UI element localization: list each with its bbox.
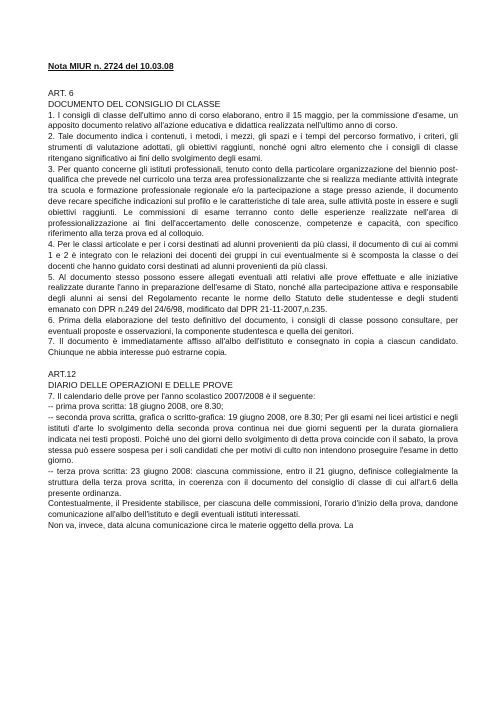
- paragraph: Contestualmente, il Presidente stabilisce, per ciascuna delle commissioni, l'orario d'inizio della prova, dandone comunicazione all'albo dell'istituto e degli eventuali istituti interessati.: [48, 498, 458, 520]
- paragraph: 5. Al documento stesso possono essere allegati eventuali atti relativi alle prove effettuate e alle iniziative realizzate durante l'anno in preparazione dell'esame di Stato, nonché alla partecipazione attiva e responsabile degli alunni ai sensi del Regolamento recante le norme dello Statuto delle studentesse e degli studenti emanato con DPR n.249 del 24/6/98, modificato dal DPR 21-11-2007,n.235.: [48, 271, 458, 314]
- paragraph: 2. Tale documento indica i contenuti, i metodi, i mezzi, gli spazi e i tempi del percorso formativo, i criteri, gli strumenti di valutazione adottati, gli obiettivi raggiunti, nonché ogni altro elemento che i consigli di classe ritengano significativo ai fini dello svolgimento degli esami.: [48, 131, 458, 163]
- section-heading: DIARIO DELLE OPERAZIONI E DELLE PROVE: [48, 379, 233, 390]
- section-art-12: [48, 369, 458, 531]
- article-number: ART. 6: [48, 88, 74, 98]
- section-heading: DOCUMENTO DEL CONSIGLIO DI CLASSE: [48, 98, 221, 109]
- paragraph: Non va, invece, data alcuna comunicazione circa le materie oggetto della prova. La: [48, 520, 354, 531]
- paragraph: -- seconda prova scritta, grafica o scritto-grafica: 19 giugno 2008, ore 8.30; Per gli esami nei licei artistici e negli istituti d'arte lo svolgimento della seconda prova continua nei due giorni seguenti per la durata giornaliera indicata nei testi proposti. Poiché uno dei giorni dello svolgimento di detta prova coincide con il sabato, la prova stessa può essere sospesa per i soli candidati che per motivi di culto non intendono proseguire l'esame in detto giorno.: [48, 412, 458, 466]
- section-spacer: [48, 358, 458, 369]
- paragraph: -- terza prova scritta: 23 giugno 2008: ciascuna commissione, entro il 21 giugno, definisce collegialmente la struttura della terza prova scritta, in coerenza con il documento del consiglio di classe di cui all'art.6 della presente ordinanza.: [48, 466, 458, 498]
- paragraph: 7. Il calendario delle prove per l'anno scolastico 2007/2008 è il seguente:: [48, 390, 316, 401]
- document-title: Nota MIUR n. 2724 del 10.03.08: [48, 61, 174, 71]
- section-art-6: [48, 88, 458, 358]
- paragraph: 3. Per quanto concerne gli istituti professionali, tenuto conto della particolare organizzazione del biennio post-qualifica che prevede nel curricolo una terza area professionalizzante che si realizza mediante attività integrate tra scuola e formazione professionale regionale e/o la partecipazione a stage presso aziende, il documento deve recare specifiche indicazioni sul profilo e le caratteristiche di tale area, sulle attività poste in essere e sugli obiettivi raggiunti. Le commissioni di esame terranno conto delle esperienze realizzate nell'area di professionalizzazione ai fini dell'accertamento delle conoscenze, competenze e capacità, con specifico riferimento alla terza prova ed al colloquio.: [48, 163, 458, 239]
- paragraph: 1. I consigli di classe dell'ultimo anno di corso elaborano, entro il 15 maggio, per la commissione d'esame, un apposito documento relativo all'azione educativa e didattica realizzata nell'ultimo anno di corso.: [48, 109, 458, 131]
- paragraph: 7. Il documento è immediatamente affisso all'albo dell'istituto e consegnato in copia a ciascun candidato. Chiunque ne abbia interesse può estrarne copia.: [48, 336, 458, 358]
- paragraph: 4. Per le classi articolate e per i corsi destinati ad alunni provenienti da più classi, il documento di cui ai commi 1 e 2 è integrato con le relazioni dei docenti dei gruppi in cui eventualmente si è scomposta la classe o dei docenti che hanno guidato corsi destinati ad alunni provenienti da più classi.: [48, 239, 458, 271]
- paragraph: 6. Prima della elaborazione del testo definitivo del documento, i consigli di classe possono consultare, per eventuali proposte e osservazioni, la componente studentesca e quella dei genitori.: [48, 314, 458, 336]
- paragraph: -- prima prova scritta: 18 giugno 2008, ore 8.30;: [48, 401, 224, 412]
- article-number: ART.12: [48, 368, 77, 379]
- document-page: [48, 61, 458, 531]
